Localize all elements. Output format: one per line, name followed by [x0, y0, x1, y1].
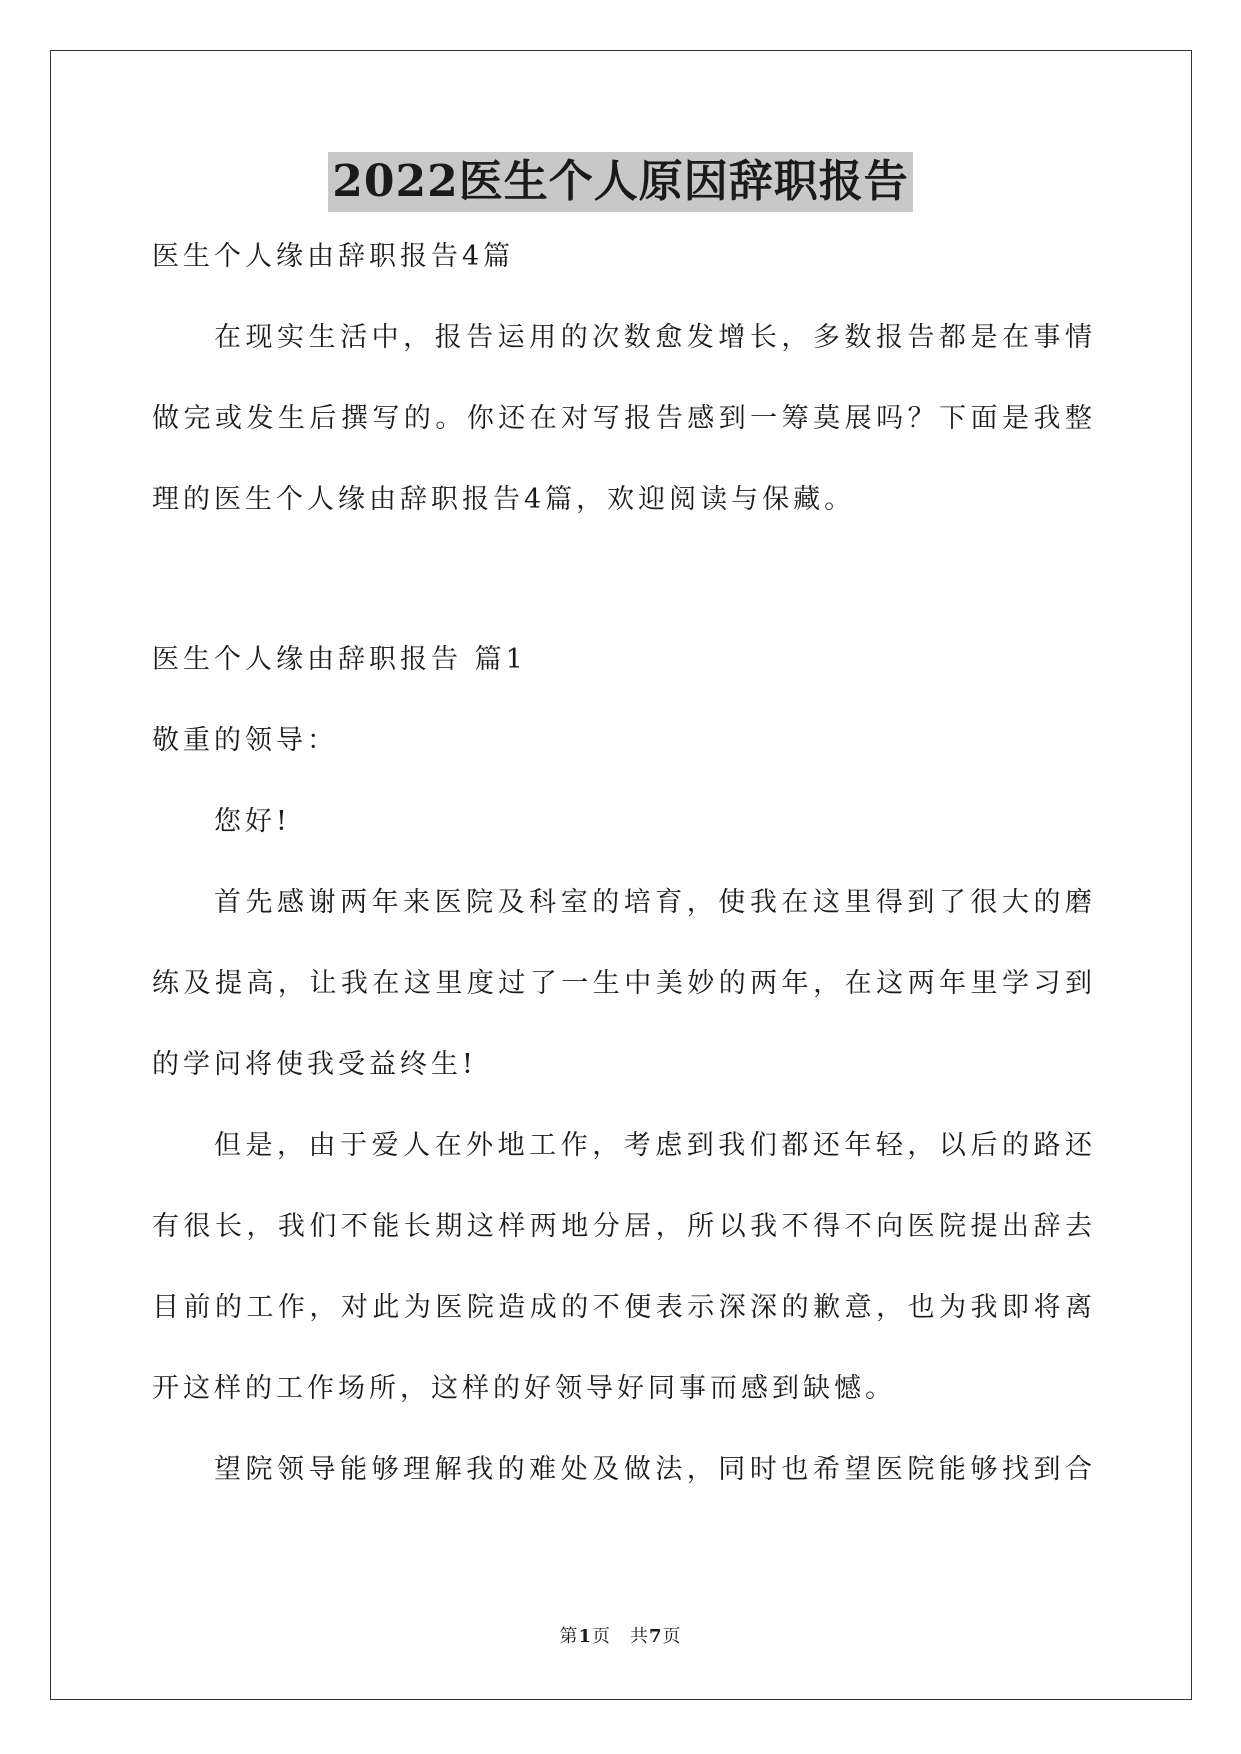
paragraph-line: 望院领导能够理解我的难处及做法，同时也希望医院能够找到合 — [214, 1454, 1092, 1485]
footer-page-suffix: 页 — [662, 1626, 682, 1647]
footer-page-total: 7 — [649, 1626, 663, 1647]
paragraph-line: 做完或发生后撰写的。你还在对写报告感到一筹莫展吗？下面是我整 — [152, 403, 1092, 434]
paragraph-line: 但是，由于爱人在外地工作，考虑到我们都还年轻，以后的路还 — [214, 1130, 1092, 1161]
footer-page-prefix: 第 — [559, 1626, 579, 1647]
paragraph-line: 目前的工作，对此为医院造成的不便表示深深的歉意，也为我即将离 — [152, 1292, 1092, 1323]
title-container — [0, 152, 1241, 212]
footer-page-current: 1 — [578, 1626, 592, 1647]
paragraph-line: 开这样的工作场所，这样的好领导好同事而感到缺憾。 — [152, 1373, 896, 1404]
paragraph-line: 理的医生个人缘由辞职报告4篇，欢迎阅读与保藏。 — [152, 484, 856, 515]
footer-page-mid: 页 共 — [592, 1626, 649, 1647]
page-footer — [0, 1622, 1241, 1648]
paragraph-line: 练及提高，让我在这里度过了一生中美妙的两年，在这两年里学习到 — [152, 968, 1092, 999]
paragraph-line: 首先感谢两年来医院及科室的培育，使我在这里得到了很大的磨 — [214, 887, 1092, 918]
paragraph-line: 有很长，我们不能长期这样两地分居，所以我不得不向医院提出辞去 — [152, 1211, 1092, 1242]
greeting: 您好! — [214, 806, 291, 837]
document-body — [152, 238, 1092, 1532]
paragraph-line: 的学问将使我受益终生! — [152, 1049, 477, 1080]
section-heading: 医生个人缘由辞职报告 篇1 — [152, 644, 527, 675]
salutation: 敬重的领导： — [152, 725, 338, 756]
subtitle-line: 医生个人缘由辞职报告4篇 — [152, 241, 515, 272]
document-title: 2022医生个人原因辞职报告 — [328, 152, 912, 212]
paragraph-line: 在现实生活中，报告运用的次数愈发增长，多数报告都是在事情 — [214, 322, 1092, 353]
